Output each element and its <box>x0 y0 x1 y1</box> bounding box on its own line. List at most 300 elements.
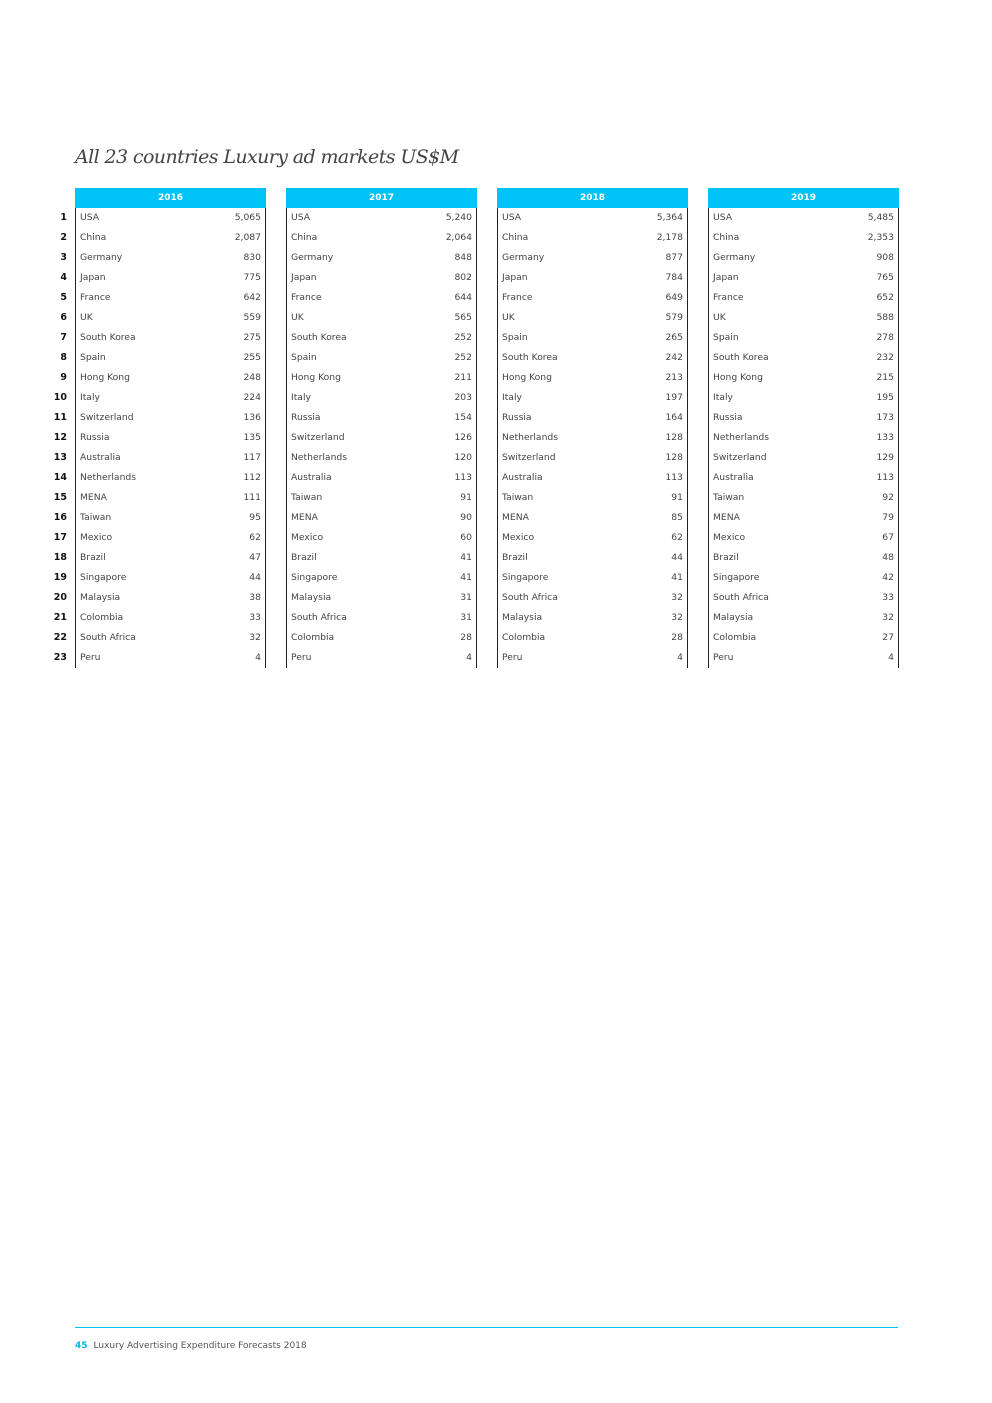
table-row <box>498 268 687 288</box>
country-name: Malaysia <box>80 592 121 603</box>
ad-spend-value: 644 <box>454 292 472 303</box>
table-row <box>498 408 687 428</box>
ad-spend-value: 565 <box>454 312 472 323</box>
country-name: Singapore <box>80 572 127 583</box>
country-name: Japan <box>713 272 739 283</box>
table-row <box>709 648 898 668</box>
table-row <box>709 228 898 248</box>
rank-number: 5 <box>60 292 67 303</box>
table-row <box>76 648 265 668</box>
ad-spend-value: 85 <box>671 512 683 523</box>
table-row <box>498 628 687 648</box>
table-row <box>498 328 687 348</box>
ad-spend-value: 4 <box>466 652 472 663</box>
country-name: Taiwan <box>291 492 323 503</box>
table-body <box>497 208 688 668</box>
country-name: Germany <box>80 252 123 263</box>
table-row <box>76 328 265 348</box>
country-name: Germany <box>291 252 334 263</box>
table-row <box>709 388 898 408</box>
table-row <box>498 568 687 588</box>
ad-spend-value: 154 <box>454 412 472 423</box>
country-name: MENA <box>713 512 740 523</box>
table-row <box>76 408 265 428</box>
ad-spend-value: 2,178 <box>656 232 683 243</box>
ad-spend-value: 275 <box>243 332 261 343</box>
country-name: Singapore <box>713 572 760 583</box>
table-row <box>498 208 687 228</box>
rank-number: 1 <box>60 212 67 223</box>
table-row <box>498 488 687 508</box>
country-name: Colombia <box>291 632 335 643</box>
ad-spend-value: 41 <box>460 552 472 563</box>
ad-spend-value: 113 <box>665 472 683 483</box>
rank-number: 20 <box>53 592 67 603</box>
ad-spend-value: 5,364 <box>656 212 683 223</box>
table-row <box>76 608 265 628</box>
table-row <box>709 548 898 568</box>
table-body <box>286 208 477 668</box>
table-row <box>287 328 476 348</box>
country-name: Australia <box>502 472 543 483</box>
table-row <box>287 248 476 268</box>
ad-spend-value: 111 <box>243 492 261 503</box>
country-name: Singapore <box>502 572 549 583</box>
table-row <box>287 648 476 668</box>
country-name: Spain <box>713 332 739 343</box>
country-name: South Africa <box>502 592 558 603</box>
table-row <box>287 508 476 528</box>
footer-divider <box>75 1327 898 1328</box>
country-name: China <box>291 232 318 243</box>
ad-spend-value: 242 <box>665 352 683 363</box>
rank-number: 11 <box>53 412 67 423</box>
rank-number: 21 <box>53 612 67 623</box>
table-row <box>76 448 265 468</box>
rank-column <box>50 208 67 668</box>
ad-spend-value: 4 <box>677 652 683 663</box>
table-row <box>498 468 687 488</box>
table-row <box>287 548 476 568</box>
country-name: Peru <box>80 652 101 663</box>
ad-spend-value: 112 <box>243 472 261 483</box>
country-name: China <box>80 232 107 243</box>
rank-number: 4 <box>60 272 67 283</box>
table-row <box>76 508 265 528</box>
ad-spend-value: 41 <box>671 572 683 583</box>
ad-spend-value: 32 <box>671 612 683 623</box>
ad-spend-value: 255 <box>243 352 261 363</box>
rank-number: 7 <box>60 332 67 343</box>
table-row <box>498 308 687 328</box>
table-row <box>709 408 898 428</box>
ad-spend-value: 41 <box>460 572 472 583</box>
ad-spend-value: 213 <box>665 372 683 383</box>
table-body <box>75 208 266 668</box>
table-row <box>76 208 265 228</box>
country-name: Hong Kong <box>291 372 341 383</box>
country-name: Australia <box>80 452 121 463</box>
table-row <box>287 348 476 368</box>
ad-spend-value: 67 <box>882 532 894 543</box>
ad-spend-value: 136 <box>243 412 261 423</box>
country-name: Netherlands <box>80 472 137 483</box>
table-row <box>287 288 476 308</box>
ad-spend-value: 784 <box>665 272 683 283</box>
table-row <box>287 208 476 228</box>
table-header-year: 2017 <box>286 188 477 208</box>
table-row <box>287 588 476 608</box>
page-title: All 23 countries Luxury ad markets US$M <box>75 146 459 168</box>
ad-spend-value: 42 <box>882 572 894 583</box>
ad-spend-value: 232 <box>876 352 894 363</box>
country-name: Netherlands <box>713 432 770 443</box>
country-name: Russia <box>502 412 532 423</box>
table-row <box>287 568 476 588</box>
table-row <box>76 548 265 568</box>
ad-spend-value: 2,087 <box>234 232 261 243</box>
table-row <box>498 428 687 448</box>
ad-spend-value: 224 <box>243 392 261 403</box>
country-name: Spain <box>291 352 317 363</box>
ad-spend-value: 252 <box>454 352 472 363</box>
ad-spend-value: 120 <box>454 452 472 463</box>
table-row <box>498 588 687 608</box>
ad-spend-value: 31 <box>460 612 472 623</box>
ad-spend-value: 126 <box>454 432 472 443</box>
ad-spend-value: 33 <box>249 612 261 623</box>
country-name: South Korea <box>502 352 558 363</box>
country-name: Switzerland <box>713 452 767 463</box>
ad-spend-value: 265 <box>665 332 683 343</box>
country-name: Italy <box>502 392 522 403</box>
table-row <box>498 348 687 368</box>
ad-spend-value: 113 <box>876 472 894 483</box>
ad-spend-value: 848 <box>454 252 472 263</box>
table-row <box>498 648 687 668</box>
table-row <box>498 508 687 528</box>
rank-number: 10 <box>53 392 67 403</box>
ad-spend-value: 802 <box>454 272 472 283</box>
country-name: South Korea <box>80 332 136 343</box>
rank-number: 2 <box>60 232 67 243</box>
table-row <box>709 288 898 308</box>
country-name: South Korea <box>291 332 347 343</box>
country-name: Brazil <box>502 552 528 563</box>
country-name: Japan <box>502 272 528 283</box>
ad-spend-value: 79 <box>882 512 894 523</box>
ad-spend-value: 5,065 <box>234 212 261 223</box>
ad-spend-value: 5,485 <box>867 212 894 223</box>
country-name: UK <box>502 312 515 323</box>
country-name: South Africa <box>713 592 769 603</box>
ad-spend-value: 2,353 <box>867 232 894 243</box>
country-name: MENA <box>502 512 529 523</box>
ad-spend-value: 252 <box>454 332 472 343</box>
country-name: France <box>502 292 533 303</box>
ad-spend-value: 44 <box>249 572 261 583</box>
country-name: Brazil <box>80 552 106 563</box>
table-row <box>287 408 476 428</box>
country-name: Peru <box>291 652 312 663</box>
ad-spend-value: 908 <box>876 252 894 263</box>
ad-spend-value: 765 <box>876 272 894 283</box>
ad-spend-value: 62 <box>249 532 261 543</box>
ad-spend-value: 877 <box>665 252 683 263</box>
table-row <box>709 508 898 528</box>
country-name: Netherlands <box>502 432 559 443</box>
country-name: MENA <box>291 512 318 523</box>
ad-spend-value: 215 <box>876 372 894 383</box>
ad-spend-value: 248 <box>243 372 261 383</box>
ad-spend-value: 38 <box>249 592 261 603</box>
rank-number: 14 <box>53 472 67 483</box>
country-name: Germany <box>713 252 756 263</box>
table-row <box>709 608 898 628</box>
country-name: Italy <box>80 392 100 403</box>
ad-spend-value: 128 <box>665 452 683 463</box>
table-header-year: 2019 <box>708 188 899 208</box>
table-body <box>708 208 899 668</box>
country-name: Malaysia <box>291 592 332 603</box>
country-name: Russia <box>80 432 110 443</box>
table-row <box>287 428 476 448</box>
ad-spend-value: 128 <box>665 432 683 443</box>
country-name: Spain <box>502 332 528 343</box>
ad-spend-value: 31 <box>460 592 472 603</box>
ad-spend-value: 117 <box>243 452 261 463</box>
table-header-year: 2018 <box>497 188 688 208</box>
country-name: Hong Kong <box>80 372 130 383</box>
table-row <box>498 368 687 388</box>
country-name: Peru <box>713 652 734 663</box>
country-name: Russia <box>291 412 321 423</box>
country-name: Japan <box>291 272 317 283</box>
country-name: USA <box>502 212 522 223</box>
table-row <box>287 448 476 468</box>
rank-number: 12 <box>53 432 67 443</box>
rank-number: 13 <box>53 452 67 463</box>
country-name: Spain <box>80 352 106 363</box>
country-name: UK <box>80 312 93 323</box>
country-name: Australia <box>291 472 332 483</box>
rank-number: 23 <box>53 652 67 663</box>
table-row <box>498 548 687 568</box>
rank-number: 16 <box>53 512 67 523</box>
ad-spend-value: 559 <box>243 312 261 323</box>
ad-spend-value: 4 <box>255 652 261 663</box>
ad-spend-value: 164 <box>665 412 683 423</box>
country-name: China <box>713 232 740 243</box>
country-name: South Africa <box>80 632 136 643</box>
ad-spend-value: 5,240 <box>445 212 472 223</box>
country-name: China <box>502 232 529 243</box>
country-name: Australia <box>713 472 754 483</box>
country-name: Netherlands <box>291 452 348 463</box>
table-row <box>76 488 265 508</box>
table-row <box>709 588 898 608</box>
ad-spend-value: 28 <box>460 632 472 643</box>
ad-spend-value: 649 <box>665 292 683 303</box>
country-name: Brazil <box>291 552 317 563</box>
table-row <box>76 228 265 248</box>
table-row <box>498 248 687 268</box>
country-name: Switzerland <box>291 432 345 443</box>
country-name: Germany <box>502 252 545 263</box>
table-row <box>709 448 898 468</box>
footer <box>75 1341 307 1351</box>
table-row <box>287 488 476 508</box>
table-row <box>76 288 265 308</box>
ad-spend-value: 588 <box>876 312 894 323</box>
table-row <box>709 468 898 488</box>
country-name: USA <box>80 212 100 223</box>
table-row <box>709 208 898 228</box>
ad-spend-value: 211 <box>454 372 472 383</box>
table-2016 <box>75 188 266 668</box>
ad-spend-value: 173 <box>876 412 894 423</box>
table-row <box>76 568 265 588</box>
table-row <box>76 268 265 288</box>
table-row <box>76 528 265 548</box>
country-name: Mexico <box>713 532 746 543</box>
table-row <box>709 248 898 268</box>
ad-spend-value: 652 <box>876 292 894 303</box>
table-row <box>498 608 687 628</box>
ad-spend-value: 92 <box>882 492 894 503</box>
table-row <box>76 588 265 608</box>
ad-spend-value: 203 <box>454 392 472 403</box>
table-row <box>287 468 476 488</box>
ad-spend-value: 60 <box>460 532 472 543</box>
country-name: Russia <box>713 412 743 423</box>
table-row <box>709 328 898 348</box>
ad-spend-value: 4 <box>888 652 894 663</box>
table-row <box>709 268 898 288</box>
country-name: USA <box>713 212 733 223</box>
country-name: MENA <box>80 492 107 503</box>
table-header-year: 2016 <box>75 188 266 208</box>
footer-text: Luxury Advertising Expenditure Forecasts 2018 <box>93 1341 307 1351</box>
rank-number: 6 <box>60 312 67 323</box>
ad-spend-value: 95 <box>249 512 261 523</box>
table-row <box>287 608 476 628</box>
ad-spend-value: 91 <box>460 492 472 503</box>
table-row <box>709 428 898 448</box>
country-name: USA <box>291 212 311 223</box>
rank-number: 17 <box>53 532 67 543</box>
country-name: UK <box>713 312 726 323</box>
country-name: Italy <box>291 392 311 403</box>
table-row <box>76 428 265 448</box>
country-name: Switzerland <box>502 452 556 463</box>
rank-number: 9 <box>60 372 67 383</box>
table-row <box>76 628 265 648</box>
country-name: Peru <box>502 652 523 663</box>
rank-number: 8 <box>60 352 67 363</box>
rank-number: 22 <box>53 632 67 643</box>
ad-spend-value: 91 <box>671 492 683 503</box>
table-row <box>498 228 687 248</box>
country-name: Colombia <box>713 632 757 643</box>
country-name: France <box>713 292 744 303</box>
table-2019 <box>708 188 899 668</box>
ad-spend-value: 2,064 <box>445 232 472 243</box>
table-row <box>287 388 476 408</box>
country-name: Colombia <box>502 632 546 643</box>
country-name: Japan <box>80 272 106 283</box>
table-row <box>287 368 476 388</box>
country-name: Mexico <box>80 532 113 543</box>
country-name: UK <box>291 312 304 323</box>
ad-spend-value: 28 <box>671 632 683 643</box>
country-name: Mexico <box>291 532 324 543</box>
rank-number: 19 <box>53 572 67 583</box>
rank-number: 18 <box>53 552 67 563</box>
ad-spend-value: 33 <box>882 592 894 603</box>
country-name: Malaysia <box>502 612 543 623</box>
country-name: Italy <box>713 392 733 403</box>
country-name: Taiwan <box>502 492 534 503</box>
table-row <box>709 368 898 388</box>
country-name: South Africa <box>291 612 347 623</box>
table-row <box>498 528 687 548</box>
country-name: France <box>291 292 322 303</box>
ad-spend-value: 579 <box>665 312 683 323</box>
ad-spend-value: 278 <box>876 332 894 343</box>
ad-spend-value: 32 <box>882 612 894 623</box>
table-row <box>709 348 898 368</box>
rank-number: 3 <box>60 252 67 263</box>
table-row <box>287 268 476 288</box>
table-row <box>76 348 265 368</box>
country-name: Singapore <box>291 572 338 583</box>
table-row <box>287 628 476 648</box>
table-row <box>709 528 898 548</box>
ad-spend-value: 27 <box>882 632 894 643</box>
table-row <box>709 488 898 508</box>
country-name: South Korea <box>713 352 769 363</box>
ad-spend-value: 48 <box>882 552 894 563</box>
ad-spend-value: 133 <box>876 432 894 443</box>
country-name: Malaysia <box>713 612 754 623</box>
ad-spend-value: 113 <box>454 472 472 483</box>
country-name: Taiwan <box>713 492 745 503</box>
table-row <box>498 388 687 408</box>
ad-spend-value: 47 <box>249 552 261 563</box>
ad-spend-value: 197 <box>665 392 683 403</box>
country-name: Hong Kong <box>502 372 552 383</box>
ad-spend-value: 90 <box>460 512 472 523</box>
table-row <box>709 308 898 328</box>
country-name: Mexico <box>502 532 535 543</box>
table-row <box>287 308 476 328</box>
country-name: Taiwan <box>80 512 112 523</box>
country-name: Switzerland <box>80 412 134 423</box>
table-row <box>76 388 265 408</box>
table-row <box>498 288 687 308</box>
table-row <box>709 568 898 588</box>
table-row <box>76 248 265 268</box>
ad-spend-value: 135 <box>243 432 261 443</box>
table-row <box>709 628 898 648</box>
ad-spend-value: 129 <box>876 452 894 463</box>
country-name: Hong Kong <box>713 372 763 383</box>
ad-spend-value: 32 <box>671 592 683 603</box>
country-name: Brazil <box>713 552 739 563</box>
ad-spend-value: 642 <box>243 292 261 303</box>
table-2017 <box>286 188 477 668</box>
